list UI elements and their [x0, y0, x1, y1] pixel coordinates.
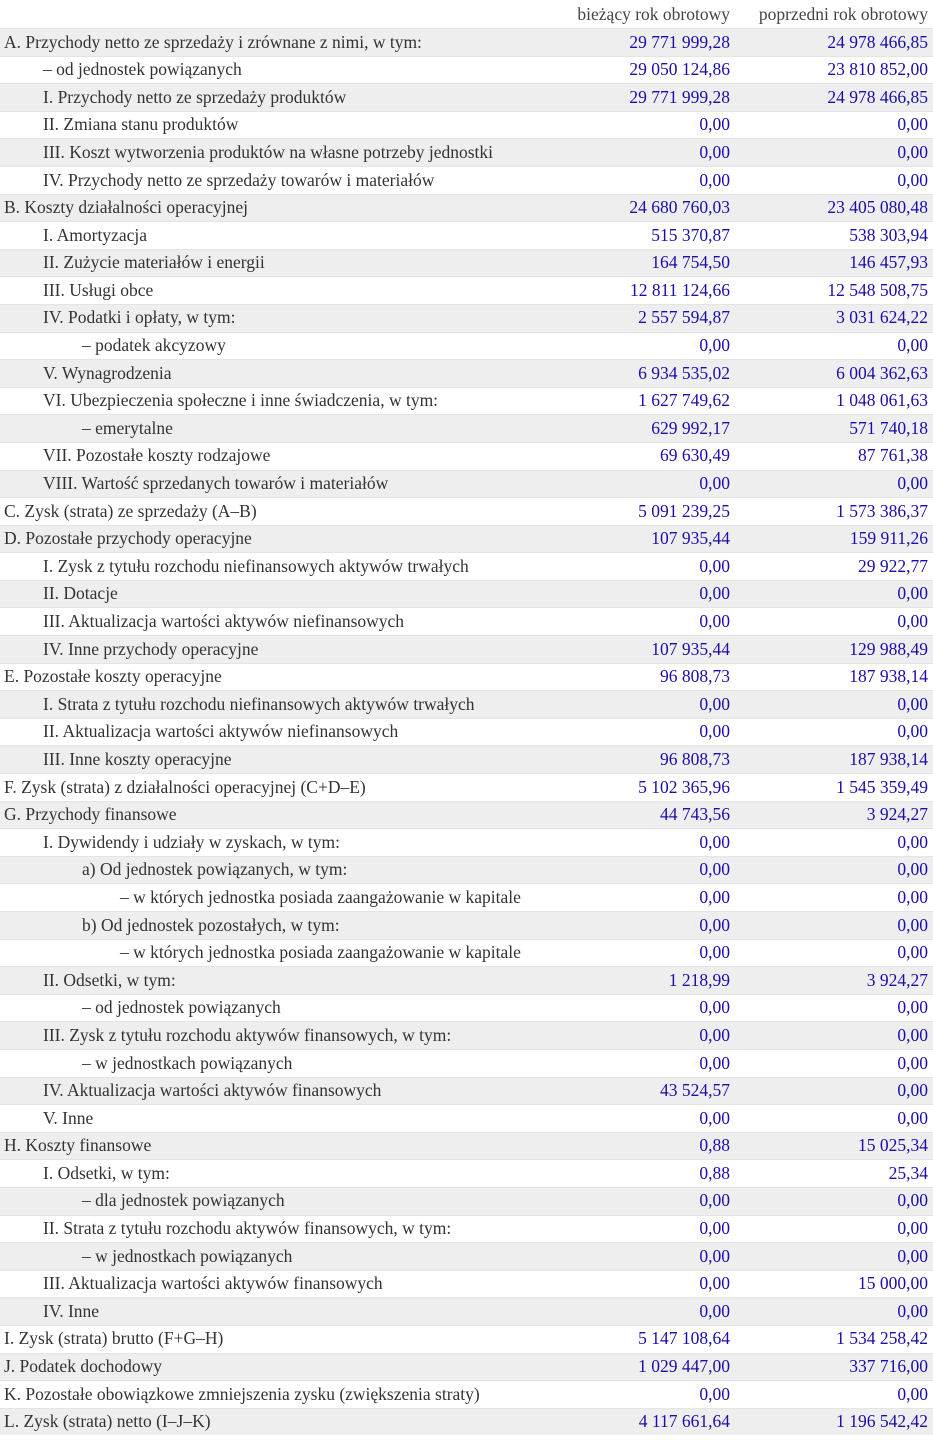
previous-year-value: 23 810 852,00: [735, 56, 933, 84]
row-label: V. Wynagrodzenia: [0, 360, 538, 388]
previous-year-value: 146 457,93: [735, 249, 933, 277]
table-row: [0, 29, 933, 57]
row-label: II. Zmiana stanu produktów: [0, 111, 538, 139]
current-year-value: 5 091 239,25: [538, 498, 735, 526]
table-row: [0, 912, 933, 940]
previous-year-value: 129 988,49: [735, 636, 933, 664]
table-row: [0, 1049, 933, 1077]
previous-year-value: 0,00: [735, 1243, 933, 1271]
current-year-value: 6 934 535,02: [538, 360, 735, 388]
table-row: [0, 1132, 933, 1160]
current-year-value: 0,00: [538, 1270, 735, 1298]
previous-year-value: 0,00: [735, 1022, 933, 1050]
table-row: [0, 1105, 933, 1133]
row-label: C. Zysk (strata) ze sprzedaży (A–B): [0, 498, 538, 526]
row-label: – w jednostkach powiązanych: [0, 1049, 538, 1077]
table-row: [0, 939, 933, 967]
table-row: [0, 84, 933, 112]
table-row: [0, 525, 933, 553]
current-year-value: 0,00: [538, 1022, 735, 1050]
table-row: [0, 691, 933, 719]
table-row: [0, 856, 933, 884]
table-row: [0, 608, 933, 636]
current-year-value: 0,00: [538, 139, 735, 167]
table-row: [0, 442, 933, 470]
previous-year-value: 0,00: [735, 470, 933, 498]
current-year-value: 0,00: [538, 166, 735, 194]
current-year-value: 0,88: [538, 1132, 735, 1160]
table-row: [0, 774, 933, 802]
table-row: [0, 222, 933, 250]
current-year-value: 29 771 999,28: [538, 29, 735, 57]
row-label: II. Dotacje: [0, 580, 538, 608]
row-label: – w których jednostka posiada zaangażowanie w kapitale: [0, 939, 538, 967]
current-year-value: 44 743,56: [538, 801, 735, 829]
row-label: F. Zysk (strata) z działalności operacyjnej (C+D–E): [0, 774, 538, 802]
current-year-value: 164 754,50: [538, 249, 735, 277]
row-label: B. Koszty działalności operacyjnej: [0, 194, 538, 222]
current-year-value: 0,00: [538, 111, 735, 139]
current-year-value: 5 147 108,64: [538, 1325, 735, 1353]
current-year-value: 5 102 365,96: [538, 774, 735, 802]
table-row: [0, 166, 933, 194]
table-row: [0, 1381, 933, 1409]
previous-year-value: 15 025,34: [735, 1132, 933, 1160]
row-label: II. Zużycie materiałów i energii: [0, 249, 538, 277]
current-year-value: 29 050 124,86: [538, 56, 735, 84]
table-row: [0, 746, 933, 774]
current-year-value: 0,00: [538, 1381, 735, 1409]
current-year-value: 1 029 447,00: [538, 1353, 735, 1381]
current-year-value: 1 218,99: [538, 967, 735, 995]
table-row: [0, 1187, 933, 1215]
row-label: J. Podatek dochodowy: [0, 1353, 538, 1381]
previous-year-value: 159 911,26: [735, 525, 933, 553]
row-label: II. Strata z tytułu rozchodu aktywów finansowych, w tym:: [0, 1215, 538, 1243]
table-row: [0, 1077, 933, 1105]
previous-year-value: 0,00: [735, 1105, 933, 1133]
row-label: II. Aktualizacja wartości aktywów niefinansowych: [0, 718, 538, 746]
current-year-value: 96 808,73: [538, 663, 735, 691]
row-label: – emerytalne: [0, 415, 538, 443]
previous-year-value: 1 545 359,49: [735, 774, 933, 802]
current-year-value: 2 557 594,87: [538, 304, 735, 332]
row-label: D. Pozostałe przychody operacyjne: [0, 525, 538, 553]
previous-year-value: 187 938,14: [735, 746, 933, 774]
table-row: [0, 56, 933, 84]
previous-year-value: 0,00: [735, 884, 933, 912]
table-row: [0, 498, 933, 526]
row-label: IV. Podatki i opłaty, w tym:: [0, 304, 538, 332]
table-row: [0, 553, 933, 581]
current-year-value: 0,00: [538, 1049, 735, 1077]
row-label: IV. Inne przychody operacyjne: [0, 636, 538, 664]
row-label: A. Przychody netto ze sprzedaży i zrównane z nimi, w tym:: [0, 29, 538, 57]
previous-year-value: 0,00: [735, 1049, 933, 1077]
row-label: III. Aktualizacja wartości aktywów finansowych: [0, 1270, 538, 1298]
previous-year-value: 0,00: [735, 608, 933, 636]
row-label: b) Od jednostek pozostałych, w tym:: [0, 912, 538, 940]
previous-year-value: 25,34: [735, 1160, 933, 1188]
previous-year-value: 12 548 508,75: [735, 277, 933, 305]
previous-year-value: 0,00: [735, 718, 933, 746]
row-label: a) Od jednostek powiązanych, w tym:: [0, 856, 538, 884]
row-label: III. Usługi obce: [0, 277, 538, 305]
current-year-value: 0,00: [538, 1215, 735, 1243]
current-year-value: 0,00: [538, 608, 735, 636]
previous-year-value: 337 716,00: [735, 1353, 933, 1381]
previous-year-value: 0,00: [735, 111, 933, 139]
current-year-value: 107 935,44: [538, 525, 735, 553]
current-year-value: 0,00: [538, 856, 735, 884]
previous-year-value: 0,00: [735, 829, 933, 857]
row-label: III. Aktualizacja wartości aktywów niefinansowych: [0, 608, 538, 636]
row-label: VI. Ubezpieczenia społeczne i inne świadczenia, w tym:: [0, 387, 538, 415]
current-year-value: 0,00: [538, 332, 735, 360]
table-row: [0, 387, 933, 415]
current-year-value: 0,00: [538, 829, 735, 857]
current-year-value: 107 935,44: [538, 636, 735, 664]
previous-year-value: 87 761,38: [735, 442, 933, 470]
previous-year-value: 1 534 258,42: [735, 1325, 933, 1353]
previous-year-value: 0,00: [735, 1077, 933, 1105]
row-label: – podatek akcyzowy: [0, 332, 538, 360]
row-label: I. Strata z tytułu rozchodu niefinansowych aktywów trwałych: [0, 691, 538, 719]
table-row: [0, 718, 933, 746]
row-label: – w których jednostka posiada zaangażowanie w kapitale: [0, 884, 538, 912]
table-row: [0, 884, 933, 912]
table-row: [0, 304, 933, 332]
previous-year-value: 0,00: [735, 1187, 933, 1215]
table-row: [0, 277, 933, 305]
current-year-value: 0,00: [538, 994, 735, 1022]
table-row: [0, 1160, 933, 1188]
row-label: I. Odsetki, w tym:: [0, 1160, 538, 1188]
current-year-value: 0,88: [538, 1160, 735, 1188]
table-row: [0, 249, 933, 277]
header-previous-year: poprzedni rok obrotowy: [758, 3, 928, 24]
current-year-value: 0,00: [538, 884, 735, 912]
row-label: – od jednostek powiązanych: [0, 56, 538, 84]
previous-year-value: 15 000,00: [735, 1270, 933, 1298]
previous-year-value: 3 031 624,22: [735, 304, 933, 332]
previous-year-value: 1 573 386,37: [735, 498, 933, 526]
table-header: [0, 0, 933, 29]
row-label: I. Amortyzacja: [0, 222, 538, 250]
current-year-value: 0,00: [538, 1187, 735, 1215]
current-year-value: 0,00: [538, 1105, 735, 1133]
row-label: L. Zysk (strata) netto (I–J–K): [0, 1408, 538, 1435]
current-year-value: 515 370,87: [538, 222, 735, 250]
current-year-value: 0,00: [538, 691, 735, 719]
row-label: I. Przychody netto ze sprzedaży produktów: [0, 84, 538, 112]
previous-year-value: 0,00: [735, 1215, 933, 1243]
previous-year-value: 23 405 080,48: [735, 194, 933, 222]
previous-year-value: 6 004 362,63: [735, 360, 933, 388]
previous-year-value: 1 196 542,42: [735, 1408, 933, 1435]
row-label: I. Zysk z tytułu rozchodu niefinansowych aktywów trwałych: [0, 553, 538, 581]
row-label: III. Inne koszty operacyjne: [0, 746, 538, 774]
previous-year-value: 0,00: [735, 1298, 933, 1326]
current-year-value: 0,00: [538, 470, 735, 498]
table-row: [0, 470, 933, 498]
previous-year-value: 3 924,27: [735, 801, 933, 829]
table-row: [0, 1215, 933, 1243]
current-year-value: 0,00: [538, 553, 735, 581]
previous-year-value: 0,00: [735, 939, 933, 967]
table-row: [0, 580, 933, 608]
previous-year-value: 1 048 061,63: [735, 387, 933, 415]
row-label: V. Inne: [0, 1105, 538, 1133]
row-label: I. Dywidendy i udziały w zyskach, w tym:: [0, 829, 538, 857]
previous-year-value: 0,00: [735, 994, 933, 1022]
row-label: – dla jednostek powiązanych: [0, 1187, 538, 1215]
row-label: IV. Aktualizacja wartości aktywów finansowych: [0, 1077, 538, 1105]
row-label: IV. Inne: [0, 1298, 538, 1326]
row-label: G. Przychody finansowe: [0, 801, 538, 829]
previous-year-value: 3 924,27: [735, 967, 933, 995]
previous-year-value: 0,00: [735, 912, 933, 940]
table-row: [0, 1270, 933, 1298]
previous-year-value: 571 740,18: [735, 415, 933, 443]
row-label: I. Zysk (strata) brutto (F+G–H): [0, 1325, 538, 1353]
row-label: – od jednostek powiązanych: [0, 994, 538, 1022]
row-label: II. Odsetki, w tym:: [0, 967, 538, 995]
previous-year-value: 0,00: [735, 691, 933, 719]
table-row: [0, 1243, 933, 1271]
current-year-value: 4 117 661,64: [538, 1408, 735, 1435]
table-row: [0, 829, 933, 857]
row-label: – w jednostkach powiązanych: [0, 1243, 538, 1271]
row-label: K. Pozostałe obowiązkowe zmniejszenia zysku (zwiększenia straty): [0, 1381, 538, 1409]
table-body: [0, 29, 933, 1436]
current-year-value: 12 811 124,66: [538, 277, 735, 305]
table-row: [0, 360, 933, 388]
current-year-value: 0,00: [538, 939, 735, 967]
current-year-value: 629 992,17: [538, 415, 735, 443]
current-year-value: 43 524,57: [538, 1077, 735, 1105]
table-row: [0, 1408, 933, 1435]
previous-year-value: 0,00: [735, 166, 933, 194]
table-row: [0, 801, 933, 829]
current-year-value: 24 680 760,03: [538, 194, 735, 222]
row-label: E. Pozostałe koszty operacyjne: [0, 663, 538, 691]
current-year-value: 69 630,49: [538, 442, 735, 470]
current-year-value: 96 808,73: [538, 746, 735, 774]
previous-year-value: 538 303,94: [735, 222, 933, 250]
previous-year-value: 187 938,14: [735, 663, 933, 691]
current-year-value: 0,00: [538, 580, 735, 608]
row-label: VIII. Wartość sprzedanych towarów i materiałów: [0, 470, 538, 498]
header-label-column: [0, 0, 538, 29]
current-year-value: 29 771 999,28: [538, 84, 735, 112]
header-current-year: bieżący rok obrotowy: [577, 3, 730, 24]
header-row: [0, 0, 933, 29]
table-row: [0, 663, 933, 691]
table-row: [0, 967, 933, 995]
table-row: [0, 332, 933, 360]
current-year-value: 0,00: [538, 718, 735, 746]
table-row: [0, 994, 933, 1022]
previous-year-value: 0,00: [735, 139, 933, 167]
row-label: III. Koszt wytworzenia produktów na własne potrzeby jednostki: [0, 139, 538, 167]
table-row: [0, 1022, 933, 1050]
table-row: [0, 194, 933, 222]
table-row: [0, 636, 933, 664]
table-row: [0, 1325, 933, 1353]
table-row: [0, 1298, 933, 1326]
previous-year-value: 24 978 466,85: [735, 84, 933, 112]
previous-year-value: 0,00: [735, 856, 933, 884]
current-year-value: 0,00: [538, 1243, 735, 1271]
previous-year-value: 0,00: [735, 1381, 933, 1409]
current-year-value: 0,00: [538, 912, 735, 940]
table-row: [0, 1353, 933, 1381]
row-label: H. Koszty finansowe: [0, 1132, 538, 1160]
previous-year-value: 24 978 466,85: [735, 29, 933, 57]
row-label: IV. Przychody netto ze sprzedaży towarów i materiałów: [0, 166, 538, 194]
table-row: [0, 139, 933, 167]
table-row: [0, 111, 933, 139]
table-row: [0, 415, 933, 443]
previous-year-value: 29 922,77: [735, 553, 933, 581]
row-label: III. Zysk z tytułu rozchodu aktywów finansowych, w tym:: [0, 1022, 538, 1050]
previous-year-value: 0,00: [735, 332, 933, 360]
row-label: VII. Pozostałe koszty rodzajowe: [0, 442, 538, 470]
previous-year-value: 0,00: [735, 580, 933, 608]
current-year-value: 0,00: [538, 1298, 735, 1326]
current-year-value: 1 627 749,62: [538, 387, 735, 415]
